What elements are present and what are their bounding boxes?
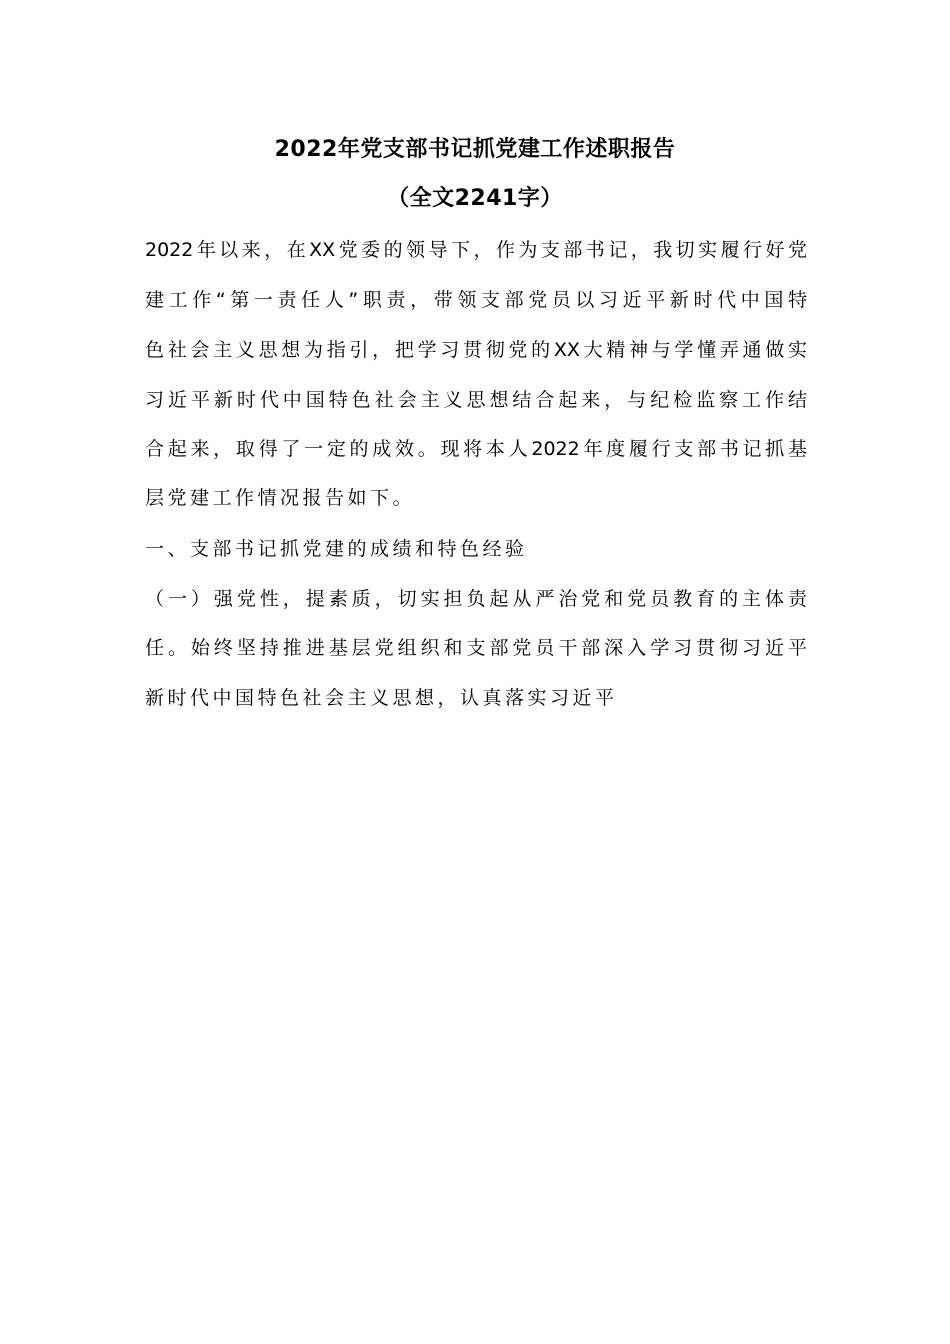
paragraph-line: 新时代中国特色社会主义思想，认真落实习近平 [145,687,618,709]
section-heading: 一、支部书记抓党建的成绩和特色经验 [145,538,528,560]
paragraph-line: 2022年以来，在XX党委的领导下，作为支部书记，我切实履行好党 [145,239,807,261]
paragraph-line: 任。始终坚持推进基层党组织和支部党员干部深入学习贯彻习近平 [145,637,807,659]
document-title: 2022年党支部书记抓党建工作述职报告 [274,137,676,162]
paragraph-line: 建工作“第一责任人”职责，带领支部党员以习近平新时代中国特 [145,289,807,311]
document-subtitle: （全文2241字） [387,186,563,211]
paragraph-line: 层党建工作情况报告如下。 [145,487,416,509]
paragraph-line: 色社会主义思想为指引，把学习贯彻党的XX大精神与学懂弄通做实 [145,339,807,361]
paragraph-line: 习近平新时代中国特色社会主义思想结合起来，与纪检监察工作结 [145,389,807,411]
paragraph-line: 合起来，取得了一定的成效。现将本人2022年度履行支部书记抓基 [145,438,807,460]
paragraph-line: （一）强党性，提素质，切实担负起从严治党和党员教育的主体责 [145,588,807,610]
